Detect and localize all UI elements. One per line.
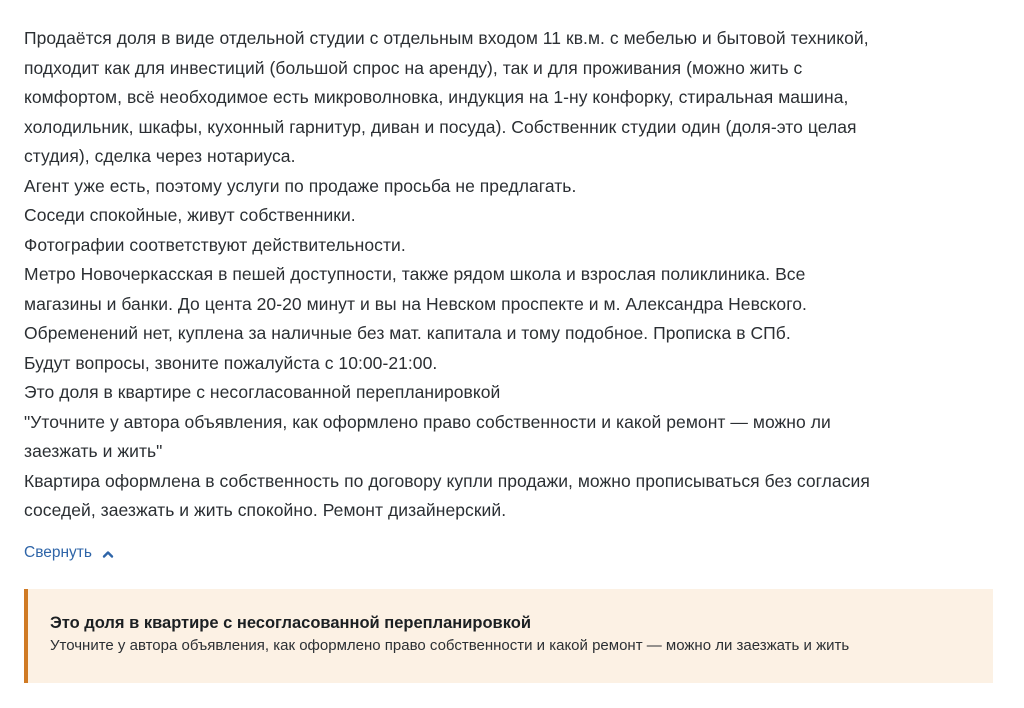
description-line: Продаётся доля в виде отдельной студии с отдельным входом 11 кв.м. с мебелью и бытовой техникой, (24, 28, 869, 48)
chevron-up-icon (102, 547, 114, 559)
listing-description (24, 24, 999, 526)
collapse-description-button[interactable] (24, 544, 114, 562)
description-line: подходит как для инвестиций (большой спрос на аренду), так и для проживания (можно жить с (24, 57, 803, 78)
alert-text: Уточните у автора объявления, как оформлено право собственности и какой ремонт — можно ли заезжать и жить (50, 637, 850, 654)
description-line: Метро Новочеркасская в пешей доступности, также рядом школа и взрослая поликлиника. Все (24, 264, 806, 284)
description-line: соседей, заезжать и жить спокойно. Ремонт дизайнерский. (24, 500, 507, 520)
description-line: "Уточните у автора объявления, как оформлено право собственности и какой ремонт — можно ли (24, 411, 831, 432)
description-line: Будут вопросы, звоните пожалуйста с 10:00-21:00. (24, 352, 438, 373)
unapproved-redevelopment-alert (24, 589, 993, 683)
description-line: магазины и банки. До цента 20-20 минут и вы на Невском проспекте и м. Александра Невского. (24, 293, 807, 314)
description-line: заезжать и жить" (24, 441, 163, 461)
description-line: холодильник, шкафы, кухонный гарнитур, диван и посуда). Собственник студии один (доля-это целая (24, 116, 857, 137)
collapse-label: Свернуть (24, 544, 92, 561)
description-line: Это доля в квартире с несогласованной перепланировкой (24, 382, 501, 402)
description-line: студия), сделка через нотариуса. (24, 146, 296, 166)
description-line: Соседи спокойные, живут собственники. (24, 205, 356, 225)
description-line: Квартира оформлена в собственность по договору купли продажи, можно прописываться без согласия (24, 470, 870, 491)
listing-description-section (24, 24, 999, 526)
alert-title: Это доля в квартире с несогласованной перепланировкой (50, 614, 531, 632)
description-line: Агент уже есть, поэтому услуги по продаже просьба не предлагать. (24, 175, 577, 196)
description-line: Обременений нет, куплена за наличные без мат. капитала и тому подобное. Прописка в СПб. (24, 323, 791, 343)
description-line: комфортом, всё необходимое есть микроволновка, индукция на 1-ну конфорку, стиральная машина, (24, 87, 849, 107)
description-line: Фотографии соответствуют действительности. (24, 234, 406, 255)
